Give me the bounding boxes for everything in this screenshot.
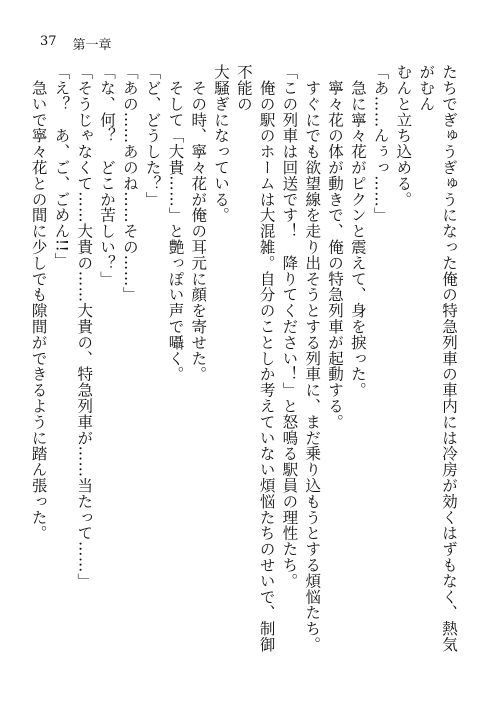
- text-line: 寧々花の体が動きで、俺の特急列車が起動する。: [326, 64, 345, 430]
- text-line: 大騒ぎになっている。: [212, 64, 231, 223]
- text-line: 俺の駅のホームは大混雑。自分のことしか考えていない煩悩たちのせいで、制御不能の: [234, 64, 276, 653]
- page-header: [40, 34, 112, 53]
- text-line: その時、寧々花が俺の耳元に顔を寄せた。: [189, 64, 208, 382]
- text-line: たちでぎゅうぎゅうになった俺の特急列車の車内には冷房が効くはずもなく、熱気がむん: [417, 64, 458, 653]
- text-line: すぐにでも欲望線を走り出そうとする列車に、まだ乗り込もうとする煩悩たち。: [303, 64, 322, 653]
- text-line: そして「大貴……」と艶っぽい声で囁く。: [166, 64, 185, 382]
- text-line: むんと立ち込める。: [394, 64, 413, 208]
- text-line: 「あ……んぅっ……」: [371, 64, 390, 223]
- text-line: 「そうじゃなくて……大貴の……大貴の、特急列車が……当たって……」: [75, 64, 94, 589]
- text-line: 「あの……あのね……その……」: [120, 64, 139, 303]
- text-line: 急いで寧々花との間に少しでも隙間ができるように踏ん張った。: [29, 64, 48, 541]
- text-line: 「この列車は回送です！ 降りてください！」と怒鳴る駅員の理性たち。: [280, 64, 299, 589]
- text-line: 急に寧々花がピクンと震えて、身を捩った。: [348, 64, 367, 398]
- text-line: 「え？ あ、ご、ごめん!!」: [52, 64, 71, 269]
- page-number: 37: [40, 34, 57, 49]
- text-line: 「な、何？ どこか苦しい？」: [98, 64, 117, 287]
- text-line: 「ど、どうした？」: [143, 64, 162, 208]
- body-text: [29, 64, 460, 664]
- chapter-title: 第一章: [72, 38, 112, 53]
